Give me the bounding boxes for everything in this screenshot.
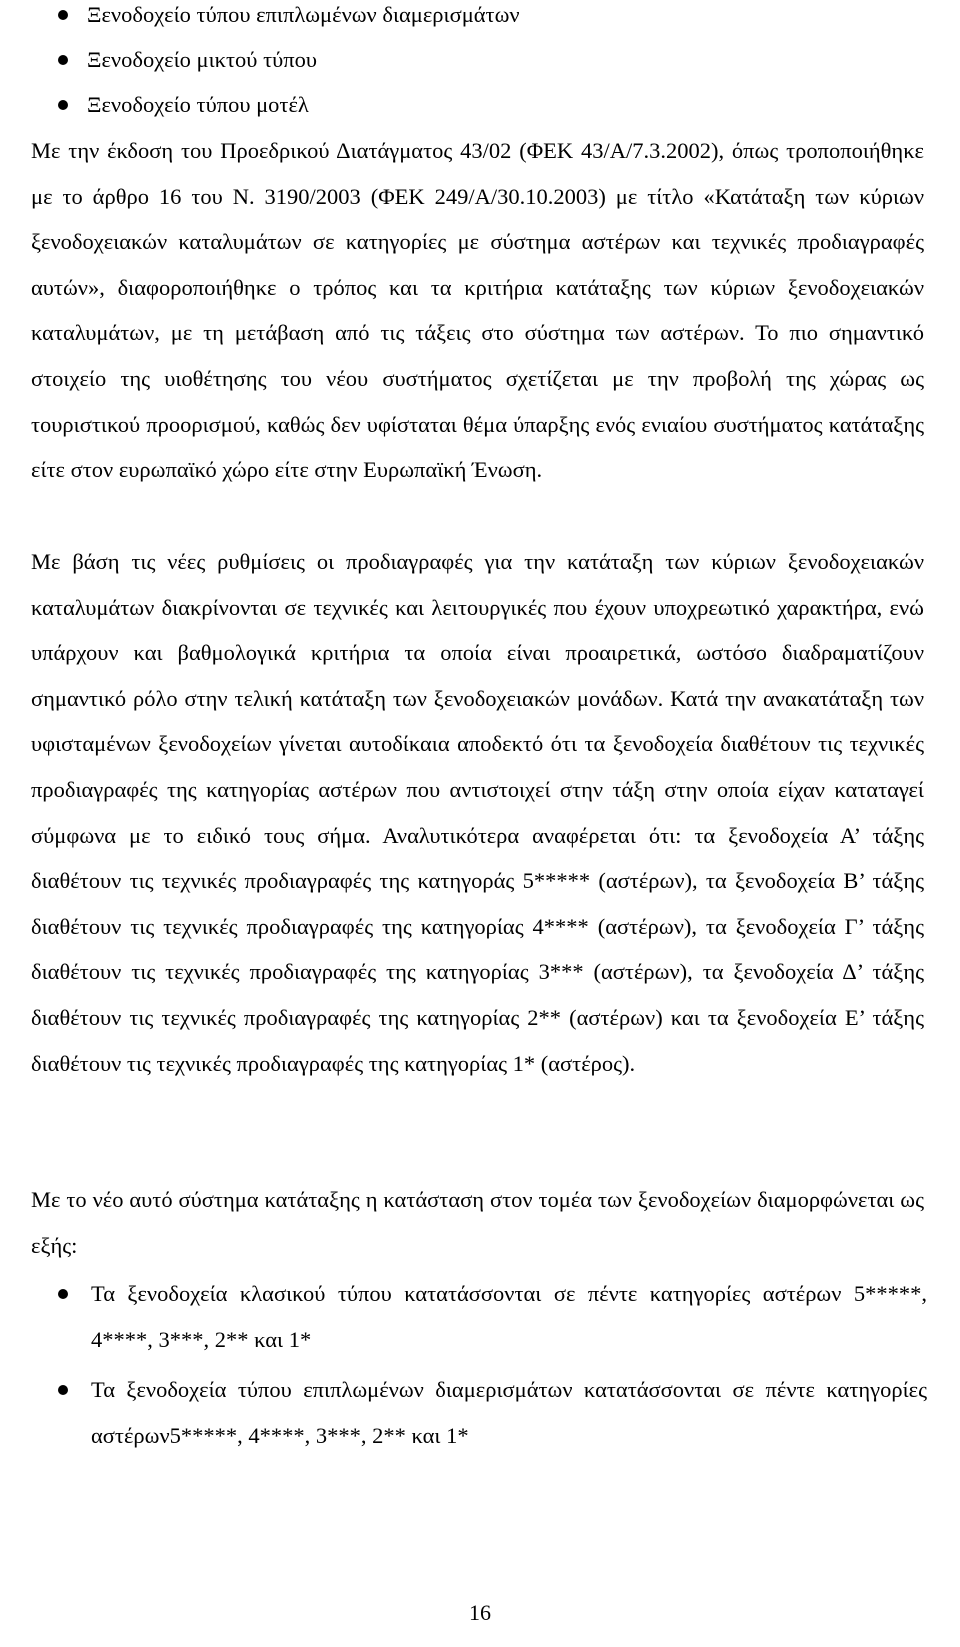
list-item-text: Τα ξενοδοχεία κλασικού τύπου κατατάσσονται σε πέντε κατηγορίες αστέρων 5*****, 4****, 3***, 2** και 1* [91, 1281, 927, 1352]
bullet-icon [58, 100, 68, 110]
list-item-text: Τα ξενοδοχεία τύπου επιπλωμένων διαμερισμάτων κατατάσσονται σε πέντε κατηγορίες αστέρων5*****, 4****, 3***, 2** και 1* [91, 1377, 927, 1448]
bullet-icon [58, 1289, 68, 1299]
bullet-icon [58, 10, 68, 20]
bullet-icon [58, 1385, 68, 1395]
list-item-text: Ξενοδοχείο μικτού τύπου [87, 47, 317, 72]
list-item-text: Ξενοδοχείο τύπου μοτέλ [87, 92, 309, 117]
list-item-text: Ξενοδοχείο τύπου επιπλωμένων διαμερισμάτων [87, 2, 520, 27]
paragraph: Με το νέο αυτό σύστημα κατάταξης η κατάσταση στον τομέα των ξενοδοχείων διαμορφώνεται ως εξής: [31, 1187, 924, 1258]
bullet-icon [58, 55, 68, 65]
paragraph: Με την έκδοση του Προεδρικού Διατάγματος 43/02 (ΦΕΚ 43/Α/7.3.2002), όπως τροποποιήθηκε με το άρθρο 16 του Ν. 3190/2003 (ΦΕΚ 249/Α/30.10.2003) με τίτλο «Κατάταξη των κύριων ξενοδοχειακών καταλυμάτων σε κατηγορίες με σύστημα αστέρων και τεχνικές προδιαγραφές αυτών», διαφοροποιήθηκε ο τρόπος και τα κριτήρια κατάταξης των κύριων ξενοδοχειακών καταλυμάτων, με τη μετάβαση από τις τάξεις στο σύστημα των αστέρων. Το πιο σημαντικό στοιχείο της υιοθέτησης του νέου συστήματος σχετίζεται με την προβολή της χώρας ως τουριστικού προορισμού, καθώς δεν υφίσταται θέμα ύπαρξης ενός ενιαίου συστήματος κατάταξης είτε στον ευρωπαϊκό χώρο είτε στην Ευρωπαϊκή Ένωση. [31, 138, 924, 483]
paragraph: Με βάση τις νέες ρυθμίσεις οι προδιαγραφές για την κατάταξη των κύριων ξενοδοχειακών καταλυμάτων διακρίνονται σε τεχνικές και λειτουργικές που έχουν υποχρεωτικό χαρακτήρα, ενώ υπάρχουν και βαθμολογικά κριτήρια τα οποία είναι προαιρετικά, ωστόσο διαδραματίζουν σημαντικό ρόλο στην τελική κατάταξη των ξενοδοχειακών μονάδων. Κατά την ανακατάταξη των υφισταμένων ξενοδοχείων γίνεται αυτοδίκαια αποδεκτό ότι τα ξενοδοχεία διαθέτουν τις τεχνικές προδιαγραφές της κατηγορίας αστέρων που αντιστοιχεί στην τάξη στην οποία είχαν καταταγεί σύμφωνα με το ειδικό τους σήμα. Αναλυτικότερα αναφέρεται ότι: τα ξενοδοχεία Α’ τάξης διαθέτουν τις τεχνικές προδιαγραφές της κατηγοράς 5***** (αστέρων), τα ξενοδοχεία Β’ τάξης διαθέτουν τις τεχνικές προδιαγραφές της κατηγορίας 4**** (αστέρων), τα ξενοδοχεία Γ’ τάξης διαθέτουν τις τεχνικές προδιαγραφές της κατηγορίας 3*** (αστέρων), τα ξενοδοχεία Δ’ τάξης διαθέτουν τις τεχνικές προδιαγραφές της κατηγορίας 2** (αστέρων) και τα ξενοδοχεία Ε’ τάξης διαθέτουν τις τεχνικές προδιαγραφές της κατηγορίας 1* (αστέρος). [31, 549, 924, 1076]
page-number: 16 [469, 1600, 491, 1625]
